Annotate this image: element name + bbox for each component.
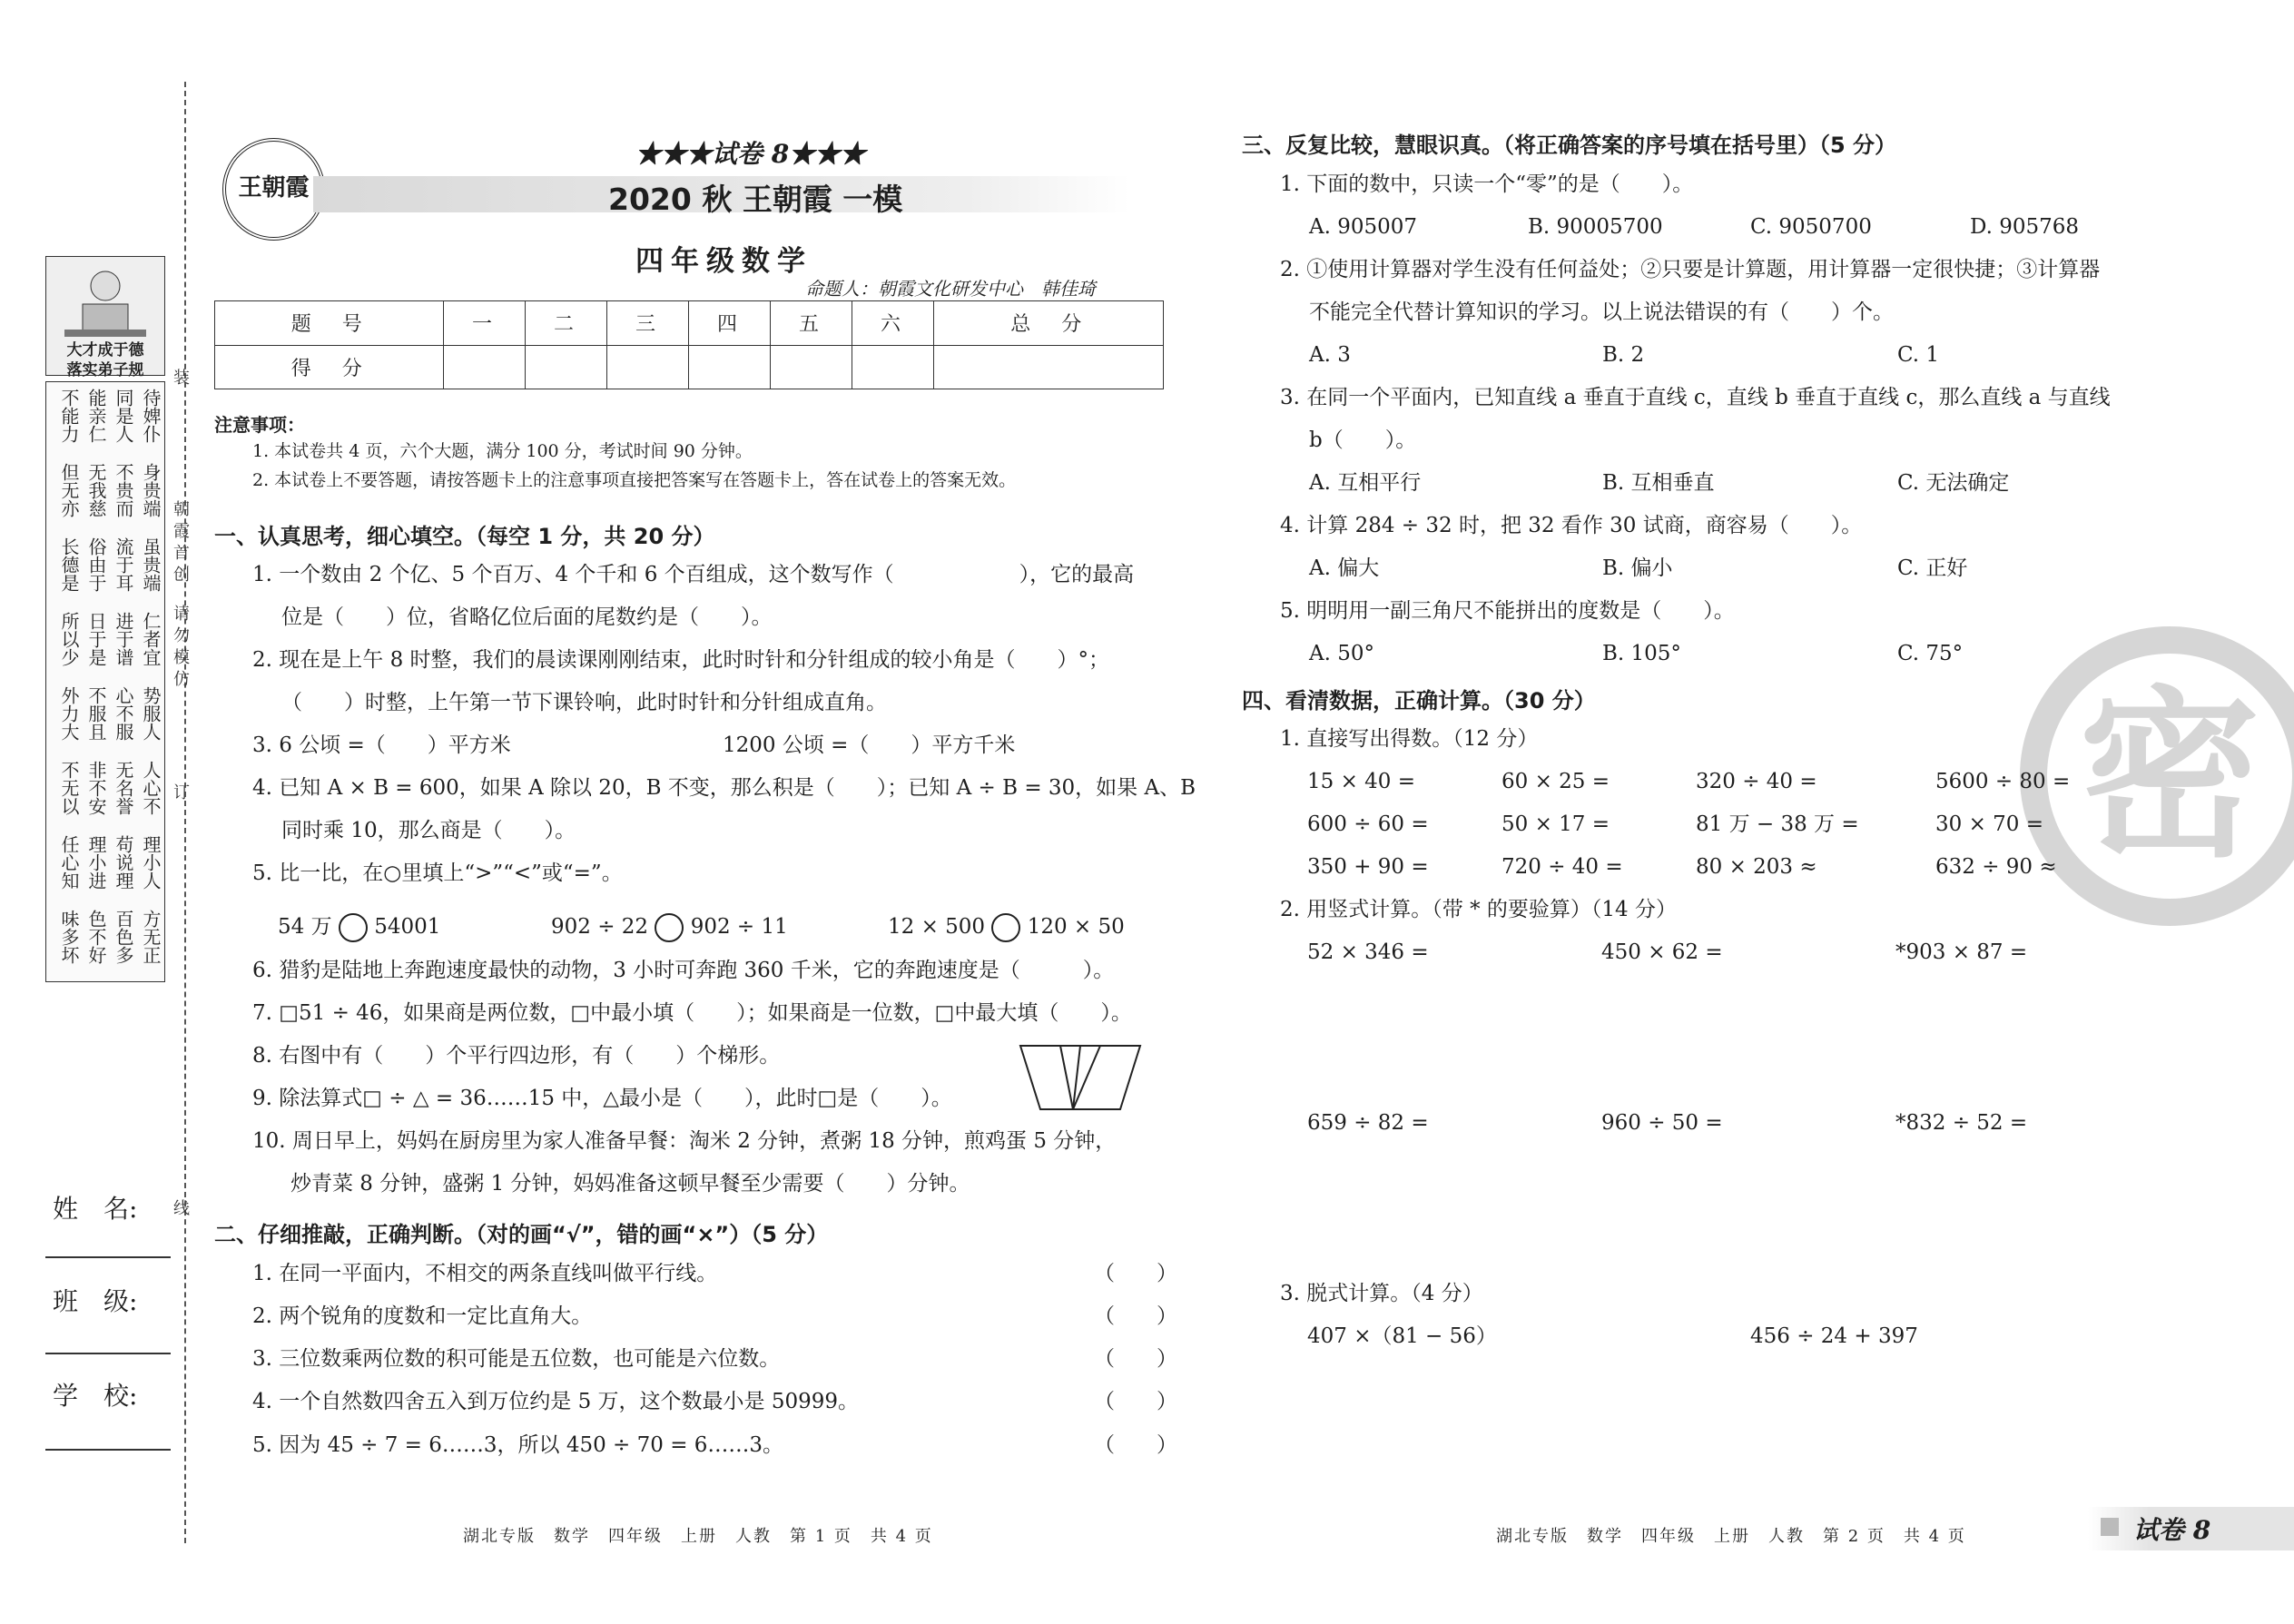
answer-paren[interactable]: （ ） xyxy=(1094,1433,1177,1457)
section-3-title: 三、反复比较，慧眼识真。（将正确答案的序号填在括号里）（5 分） xyxy=(1242,133,1897,158)
school-label: 学 校: xyxy=(53,1381,138,1411)
motto-column: 非不安 xyxy=(85,761,107,815)
slogan-1: 大才成于德 xyxy=(66,341,144,359)
motto-column: 日于是 xyxy=(85,612,107,666)
compare-item: 54 万 54001 xyxy=(278,913,440,942)
question-line: （ ）时整，上午第一节下课铃响，此时时针和分针组成直角。 xyxy=(281,691,887,714)
vertical-calc: *903 × 87 = xyxy=(1895,940,2028,964)
section-2-title: 二、仔细推敲，正确判断。（对的画“√”，错的画“×”）（5 分） xyxy=(214,1222,829,1247)
choice-option: A. 50° xyxy=(1309,642,1374,665)
question-line: 10. 周日早上，妈妈在厨房里为家人准备早餐：淘米 2 分钟，煮粥 18 分钟，煎鸡蛋 5 分钟， xyxy=(252,1129,1117,1153)
step-calc: 456 ÷ 24 + 397 xyxy=(1750,1324,1918,1348)
choice-option: C. 1 xyxy=(1897,343,1940,367)
score-value-row xyxy=(215,345,1164,389)
table-cell: 题 号 xyxy=(215,301,444,346)
question-line: 6. 猎豹是陆地上奔跑速度最快的动物，3 小时可奔跑 360 千米，它的奔跑速度是（ ）。 xyxy=(252,959,1115,982)
cut-line xyxy=(184,82,186,1543)
choice-question: 2. ①使用计算器对学生没有任何益处；②只要是计算题，用计算器一定很快捷；③计算器 xyxy=(1280,258,2101,281)
question-line: 4. 已知 A × B = 600，如果 A 除以 20，B 不变，那么积是（ ）；已知 A ÷ B = 30，如果 A、B xyxy=(252,776,1196,800)
scholar-figure-icon xyxy=(46,257,164,348)
motto-column: 色不好 xyxy=(85,910,107,964)
footer-right: 湖北专版 数学 四年级 上册 人教 第 2 页 共 4 页 xyxy=(1496,1527,1966,1546)
choice-option: C. 75° xyxy=(1897,642,1964,665)
table-cell: 总 分 xyxy=(934,301,1164,346)
motto-column: 味多坏 xyxy=(58,910,80,964)
vertical-label-2: 请勿模仿 xyxy=(173,605,190,689)
question-line: 位是（ ）位，省略亿位后面的尾数约是（ ）。 xyxy=(281,605,773,629)
choice-question: 1. 下面的数中，只读一个“零”的是（ ）。 xyxy=(1280,172,1694,196)
motto-column: 理小人 xyxy=(140,835,162,890)
mental-math-item: 50 × 17 = xyxy=(1501,812,1610,836)
compare-item: 12 × 500 120 × 50 xyxy=(888,913,1125,942)
mental-math-item: 80 × 203 ≈ xyxy=(1696,855,1817,879)
answer-paren[interactable]: （ ） xyxy=(1094,1347,1177,1371)
mental-math-item: 15 × 40 = xyxy=(1307,770,1416,793)
motto-column: 流于耳 xyxy=(113,537,134,592)
clip-mark: 装 xyxy=(173,369,190,388)
judge-item: 2. 两个锐角的度数和一定比直角大。 xyxy=(252,1304,593,1328)
vertical-calc: 659 ÷ 82 = xyxy=(1307,1111,1429,1135)
choice-option: A. 3 xyxy=(1309,343,1351,367)
section-4-title: 四、看清数据，正确计算。（30 分） xyxy=(1242,688,1596,714)
motto-column: 不贵而 xyxy=(113,463,134,517)
motto-column: 无我慈 xyxy=(85,463,107,517)
motto-column: 外力大 xyxy=(58,686,80,741)
score-header-row xyxy=(215,301,1164,346)
score-cell[interactable] xyxy=(526,345,607,389)
motto-column: 身贵端 xyxy=(140,463,162,517)
mental-math-item: 30 × 70 = xyxy=(1935,812,2044,836)
mental-math-item: 60 × 25 = xyxy=(1501,770,1610,793)
clip-mark: 订 xyxy=(173,783,190,802)
question-line: 2. 现在是上午 8 时整，我们的晨读课刚刚结束，此时时针和分针组成的较小角是（ ）°； xyxy=(252,648,1110,672)
motto-column: 人心不 xyxy=(140,761,162,815)
score-cell[interactable] xyxy=(771,345,852,389)
section-1-title: 一、认真思考，细心填空。（每空 1 分，共 20 分） xyxy=(214,524,715,549)
mental-math-item: 632 ÷ 90 ≈ xyxy=(1935,855,2057,879)
question-line: 3. 6 公顷 =（ ）平方米 xyxy=(252,733,511,757)
series-label: ★★★试卷 8★★★ xyxy=(635,139,866,169)
choice-option: A. 互相平行 xyxy=(1309,471,1422,495)
motto-column: 无名誉 xyxy=(113,761,134,815)
name-field[interactable] xyxy=(45,1256,171,1258)
score-cell[interactable] xyxy=(607,345,689,389)
motto-column: 同是人 xyxy=(113,389,134,443)
motto-column: 但无亦 xyxy=(58,463,80,517)
part-title: 1. 直接写出得数。（12 分） xyxy=(1280,727,1539,751)
notice-item: 1. 本试卷共 4 页，六个大题，满分 100 分，考试时间 90 分钟。 xyxy=(252,441,753,461)
table-cell: 五 xyxy=(771,301,852,346)
question-line: 炒青菜 8 分钟，盛粥 1 分钟，妈妈准备这顿早餐至少需要（ ）分钟。 xyxy=(290,1172,970,1196)
choice-option: A. 905007 xyxy=(1309,215,1418,239)
vertical-calc: 450 × 62 = xyxy=(1601,940,1723,964)
compare-circle[interactable] xyxy=(655,913,684,942)
score-cell[interactable] xyxy=(444,345,526,389)
answer-paren[interactable]: （ ） xyxy=(1094,1390,1177,1413)
vertical-calc: 52 × 346 = xyxy=(1307,940,1429,964)
table-cell: 四 xyxy=(689,301,771,346)
stamp-text: 密 xyxy=(2078,669,2260,882)
question-line: 1. 一个数由 2 个亿、5 个百万、4 个千和 6 个百组成，这个数写作（ ），它的最高 xyxy=(252,563,1135,586)
footer-tag-label: 试卷 8 xyxy=(2133,1515,2211,1545)
choice-question: 不能完全代替计算知识的学习。以上说法错误的有（ ）个。 xyxy=(1309,300,1894,324)
vertical-label-1: 朝霞首创 xyxy=(173,500,190,585)
notice-item: 2. 本试卷上不要答题，请按答题卡上的注意事项直接把答案写在答题卡上，答在试卷上的答案无效。 xyxy=(252,470,1017,490)
table-cell: 二 xyxy=(526,301,607,346)
question-line: 7. □51 ÷ 46，如果商是两位数，□中最小填（ ）；如果商是一位数，□中最大填（ ）。 xyxy=(252,1001,1132,1025)
mental-math-item: 600 ÷ 60 = xyxy=(1307,812,1429,836)
choice-option: D. 905768 xyxy=(1970,215,2080,239)
school-field[interactable] xyxy=(45,1449,171,1451)
motto-column: 能亲仁 xyxy=(85,389,107,443)
judge-item: 4. 一个自然数四舍五入到万位约是 5 万，这个数最小是 50999。 xyxy=(252,1390,859,1413)
vertical-calc: 960 ÷ 50 = xyxy=(1601,1111,1723,1135)
score-table xyxy=(214,300,1164,389)
notice-title: 注意事项： xyxy=(214,414,305,436)
question-line: 1200 公顷 =（ ）平方千米 xyxy=(723,733,1016,757)
footer-left: 湖北专版 数学 四年级 上册 人教 第 1 页 共 4 页 xyxy=(463,1527,933,1546)
trapezoid-figure xyxy=(1017,1042,1144,1115)
motto-column: 待婢仆 xyxy=(140,389,162,443)
part-title: 2. 用竖式计算。（带 * 的要验算）（14 分） xyxy=(1280,898,1677,921)
answer-paren[interactable]: （ ） xyxy=(1094,1304,1177,1328)
question-line: 8. 右图中有（ ）个平行四边形，有（ ）个梯形。 xyxy=(252,1044,781,1068)
question-line: 9. 除法算式□ ÷ △ = 36……15 中，△最小是（ ），此时□是（ ）。 xyxy=(252,1087,952,1110)
motto-column: 虽贵端 xyxy=(140,537,162,592)
choice-option: A. 偏大 xyxy=(1309,556,1380,580)
choice-option: B. 90005700 xyxy=(1528,215,1663,239)
motto-column: 俗由于 xyxy=(85,537,107,592)
choice-option: C. 正好 xyxy=(1897,556,1968,580)
vertical-calc: *832 ÷ 52 = xyxy=(1895,1111,2028,1135)
score-cell[interactable] xyxy=(934,345,1164,389)
motto-column: 苟说理 xyxy=(113,835,134,890)
answer-paren[interactable]: （ ） xyxy=(1094,1262,1177,1285)
motto-column: 长德是 xyxy=(58,537,80,592)
motto-column: 不能力 xyxy=(58,389,80,443)
motto-column: 势服人 xyxy=(140,686,162,741)
exam-title: 2020 秋 王朝霞 一模 xyxy=(608,182,903,217)
motto-column: 理小进 xyxy=(85,835,107,890)
class-field[interactable] xyxy=(45,1353,171,1354)
mental-math-item: 81 万 − 38 万 = xyxy=(1696,812,1859,836)
mental-math-item: 350 + 90 = xyxy=(1307,855,1429,879)
slogan-2: 落实弟子规 xyxy=(66,361,144,379)
choice-option: C. 无法确定 xyxy=(1897,471,2010,495)
choice-question: 4. 计算 284 ÷ 32 时，把 32 看作 30 试商，商容易（ ）。 xyxy=(1280,514,1863,537)
compare-circle[interactable] xyxy=(339,913,368,942)
decor-square xyxy=(2101,1518,2119,1536)
mascot-box xyxy=(45,256,165,379)
choice-option: B. 偏小 xyxy=(1602,556,1673,580)
footer-tag xyxy=(2088,1507,2294,1550)
table-cell: 一 xyxy=(444,301,526,346)
motto-column: 进于谱 xyxy=(113,612,134,666)
motto-column: 百色多 xyxy=(113,910,134,964)
motto-column: 心不服 xyxy=(113,686,134,741)
motto-column: 仁者宜 xyxy=(140,612,162,666)
table-cell: 六 xyxy=(852,301,934,346)
judge-item: 3. 三位数乘两位数的积可能是五位数，也可能是六位数。 xyxy=(252,1347,781,1371)
subject-title: 四年级数学 xyxy=(635,245,812,278)
choice-question: b（ ）。 xyxy=(1309,428,1417,452)
choice-question: 3. 在同一个平面内，已知直线 a 垂直于直线 c，直线 b 垂直于直线 c，那么直线 a 与直线 xyxy=(1280,386,2111,409)
table-cell: 三 xyxy=(607,301,689,346)
motto-column: 不服且 xyxy=(85,686,107,741)
motto-column: 所以少 xyxy=(58,612,80,666)
choice-option: B. 105° xyxy=(1602,642,1681,665)
clip-mark: 线 xyxy=(173,1199,190,1218)
judge-item: 5. 因为 45 ÷ 7 = 6……3，所以 450 ÷ 70 = 6……3。 xyxy=(252,1433,784,1457)
compare-circle[interactable] xyxy=(991,913,1020,942)
class-label: 班 级: xyxy=(53,1286,138,1316)
question-line: 同时乘 10，那么商是（ ）。 xyxy=(281,819,576,842)
question-line: 5. 比一比，在○里填上“>”“<”或“=”。 xyxy=(252,861,623,885)
step-calc: 407 ×（81 − 56） xyxy=(1307,1324,1497,1348)
motto-column: 方无正 xyxy=(140,910,162,964)
author-line: 命题人：朝霞文化研发中心 韩佳琦 xyxy=(805,278,1096,300)
compare-item: 902 ÷ 22 902 ÷ 11 xyxy=(551,913,788,942)
choice-question: 5. 明明用一副三角尺不能拼出的度数是（ ）。 xyxy=(1280,599,1735,623)
mental-math-item: 320 ÷ 40 = xyxy=(1696,770,1817,793)
table-cell: 得 分 xyxy=(215,345,444,389)
logo-badge xyxy=(222,138,325,241)
judge-item: 1. 在同一平面内，不相交的两条直线叫做平行线。 xyxy=(252,1262,718,1285)
mental-math-item: 720 ÷ 40 = xyxy=(1501,855,1623,879)
mental-math-item: 5600 ÷ 80 = xyxy=(1935,770,2071,793)
choice-option: B. 互相垂直 xyxy=(1602,471,1715,495)
part-title: 3. 脱式计算。（4 分） xyxy=(1280,1282,1483,1305)
choice-option: B. 2 xyxy=(1602,343,1645,367)
choice-option: C. 9050700 xyxy=(1750,215,1872,239)
motto-column: 不无以 xyxy=(58,761,80,815)
score-cell[interactable] xyxy=(689,345,771,389)
score-cell[interactable] xyxy=(852,345,934,389)
motto-column: 任心知 xyxy=(58,835,80,890)
logo-text: 王朝霞 xyxy=(238,174,310,202)
name-label: 姓 名: xyxy=(53,1194,138,1224)
